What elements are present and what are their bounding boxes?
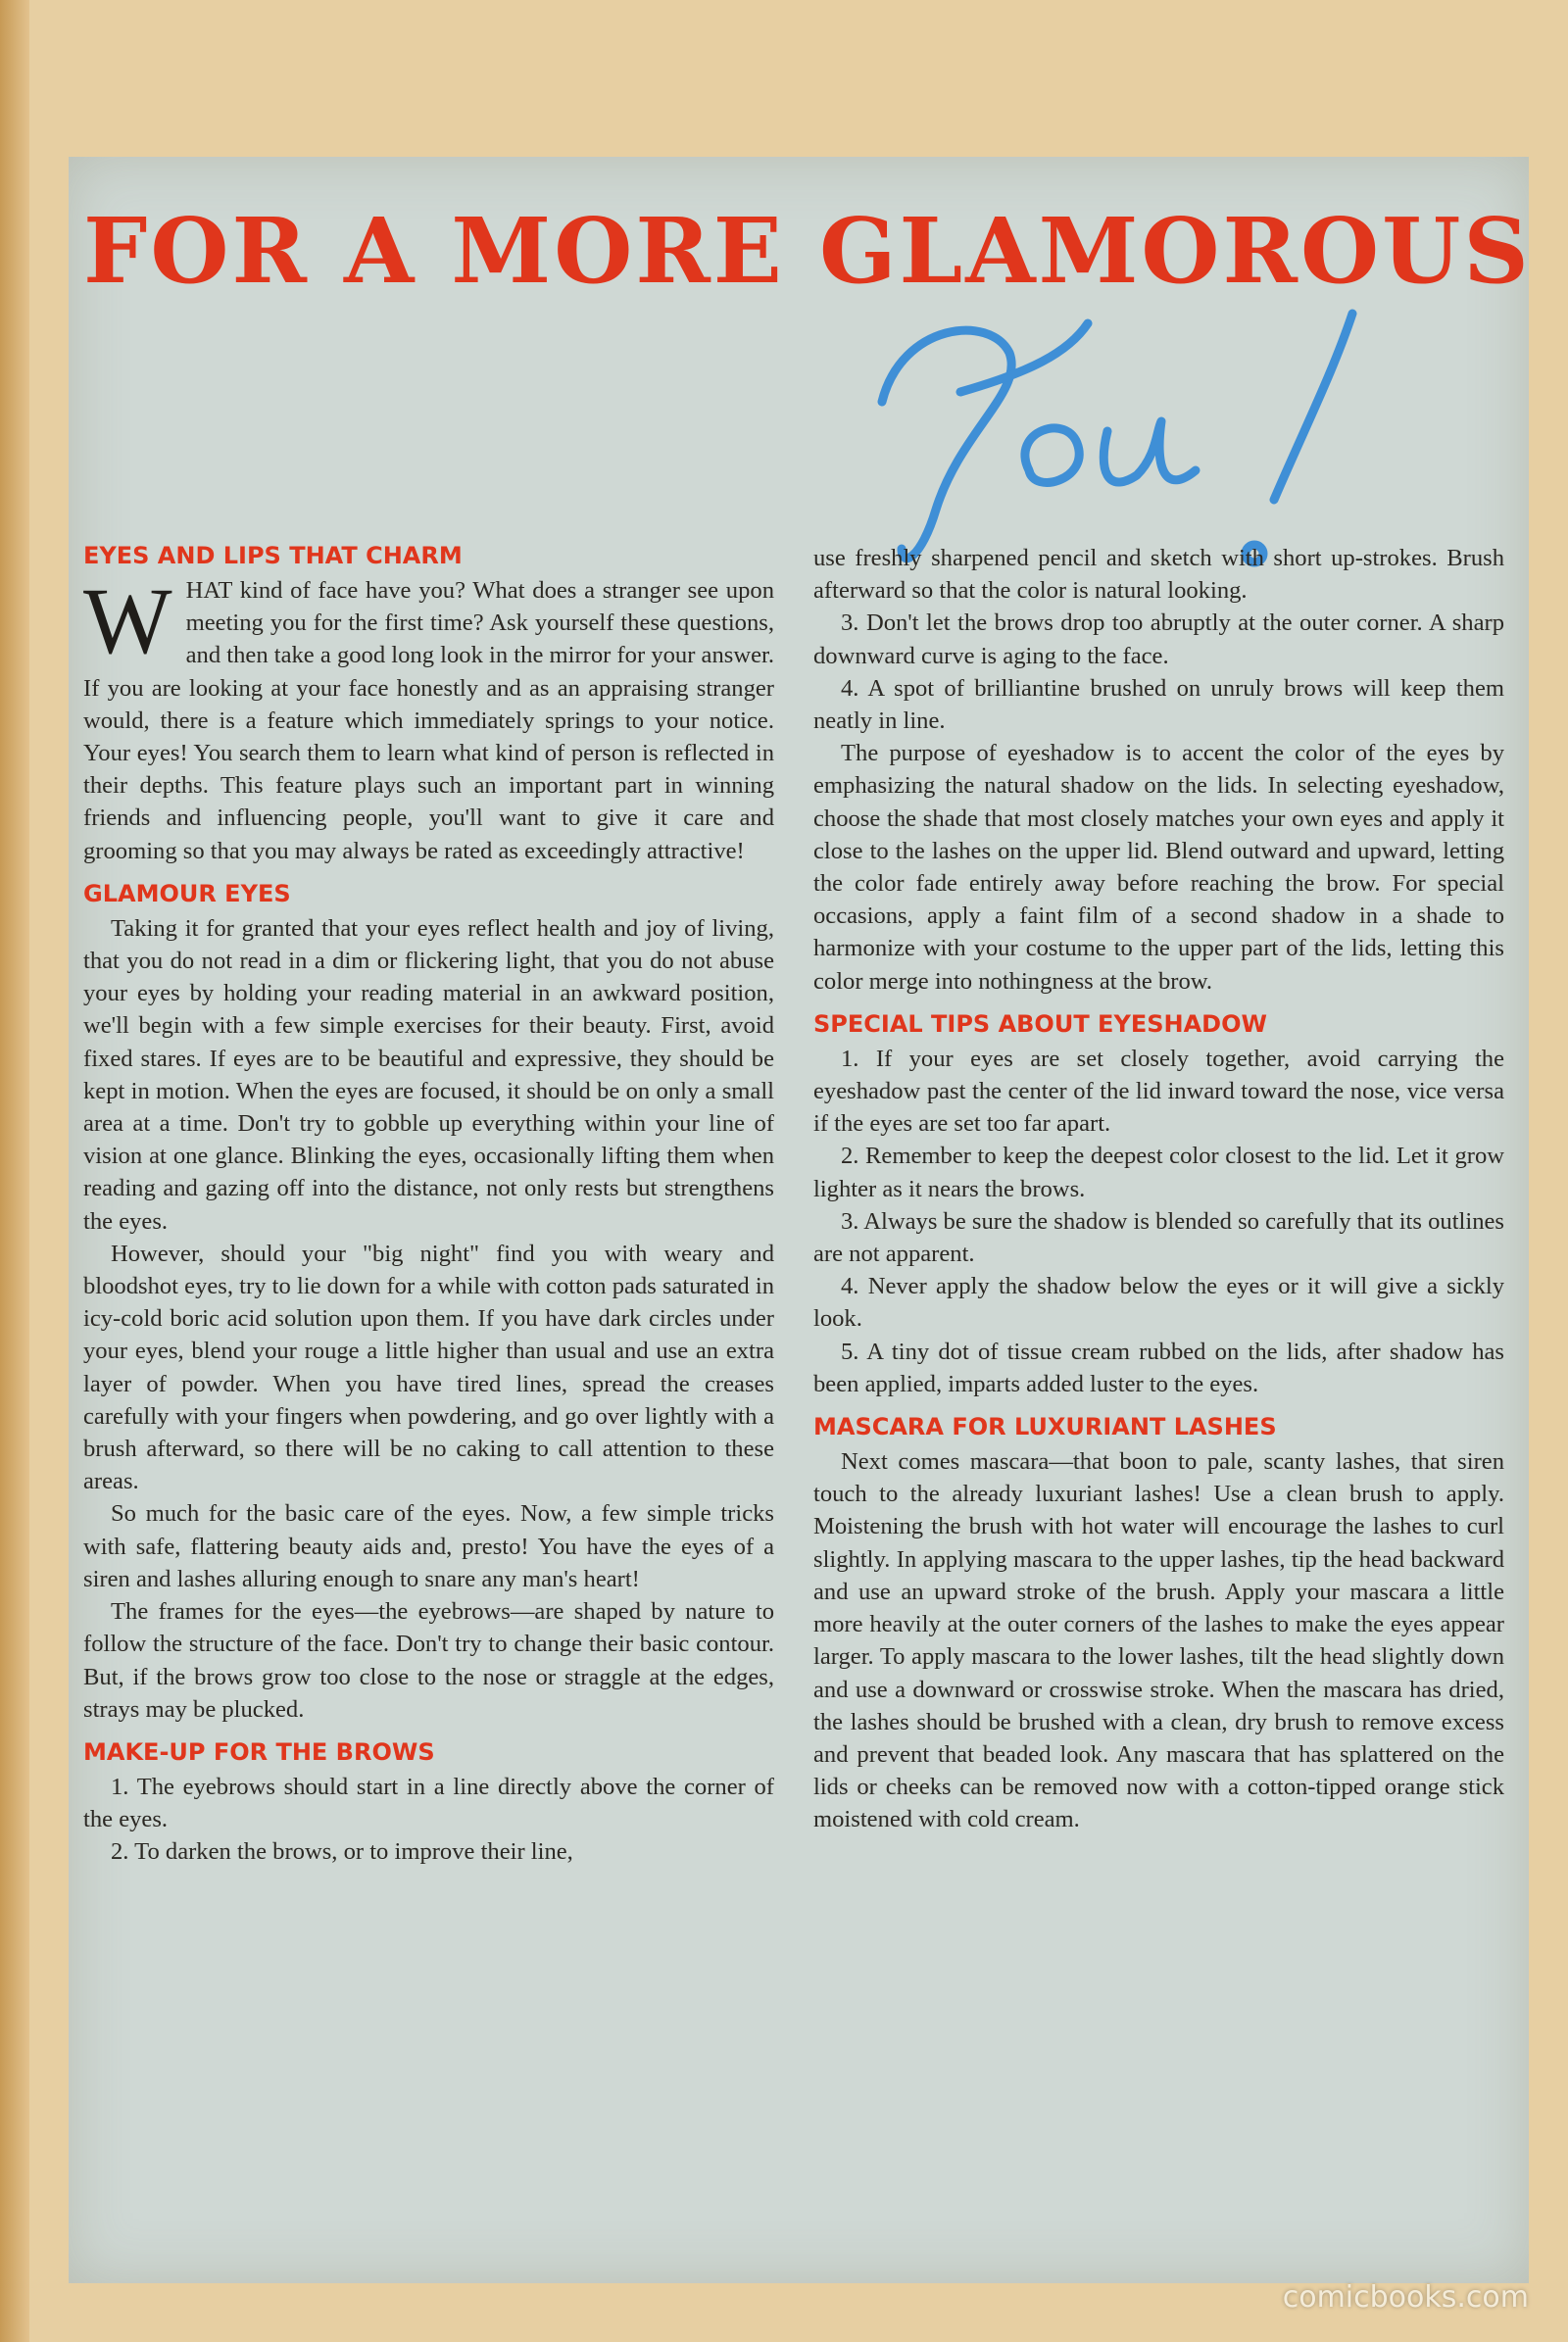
heading-mascara: MASCARA FOR LUXURIANT LASHES	[813, 1413, 1277, 1441]
list-item: 2. Remember to keep the deepest color closest to the lid. Let it grow lighter as it nears the brows.	[813, 1143, 1504, 1202]
heading-eyeshadow-tips: SPECIAL TIPS ABOUT EYESHADOW	[813, 1009, 1267, 1038]
heading-eyes-and-lips: EYES AND LIPS THAT CHARM	[83, 542, 463, 569]
intro-paragraph	[83, 568, 774, 867]
list-item: 3. Always be sure the shadow is blended so carefully that its outlines are not apparent.	[813, 1207, 1504, 1268]
handwritten-you-script	[843, 284, 1470, 578]
heading-glamour-eyes: GLAMOUR EYES	[83, 879, 291, 907]
list-item: 4. Never apply the shadow below the eyes or it will give a sickly look.	[813, 1273, 1504, 1333]
list-item: 4. A spot of brilliantine brushed on unruly brows will keep them neatly in line.	[813, 674, 1504, 735]
left-column	[83, 539, 774, 1869]
list-item: 3. Don't let the brows drop too abruptly at the outer corner. A sharp downward curve is aging to the face.	[813, 610, 1504, 669]
paragraph: So much for the basic care of the eyes. Now, a few simple tricks with safe, flattering beauty aids and, presto! You have the eyes of a siren and lashes alluring enough to snare any man's heart!	[83, 1500, 774, 1592]
paragraph: Next comes mascara—that boon to pale, scanty lashes, that siren touch to the already luxuriant lashes! Use a clean brush to apply. Moistening the brush with hot water will encourage the lashes to curl slightly. In applying mascara to the upper lashes, tip the head backward and use an upward stroke of the brush. Apply your mascara a little more heavily at the outer corners of the lashes to make the eyes appear larger. To apply mascara to the lower lashes, tilt the head slightly down and use a downward or crosswise stroke. When the mascara has dried, the lashes should be brushed with a clean, dry brush to remove excess and prevent that beaded look. Any mascara that has splattered on the lids or cheeks can be removed now with a cotton-tipped orange stick moistened with cold cream.	[813, 1448, 1504, 1833]
intro-text: HAT kind of face have you? What does a stranger see upon meeting you for the first time? Ask yourself these questions, and then take a good long look in the mirror for your answer. If you are looking at your face honestly and as an appraising stranger would, there is a feature which immediately springs to your notice. Your eyes! You search them to learn what kind of person is reflected in their depths. This feature plays such an important part in winning friends and influencing people, you'll want to give it care and grooming so that you may always be rated as exceedingly attractive!	[83, 577, 774, 864]
list-item: 1. The eyebrows should start in a line directly above the corner of the eyes.	[83, 1773, 774, 1833]
drop-cap: W	[83, 568, 172, 673]
paragraph: Taking it for granted that your eyes reflect health and joy of living, that you do not read in a dim or flickering light, that you do not abuse your eyes by holding your reading material in an awkward position, we'll begin with a few simple exercises for their beauty. First, avoid fixed stares. If eyes are to be beautiful and expressive, they should be kept in motion. When the eyes are focused, it should be on only a small area at a time. Don't try to gobble up everything within your line of vision at one glance. Blinking the eyes, occasionally lifting them when reading and gazing off into the distance, not only rests but strengthens the eyes.	[83, 914, 774, 1235]
right-column	[813, 542, 1504, 1836]
heading-make-up-brows: MAKE-UP FOR THE BROWS	[83, 1737, 435, 1766]
paper-edge	[0, 0, 29, 2342]
list-item: 1. If your eyes are set closely together, avoid carrying the eyeshadow past the center of the lid inward toward the nose, vice versa if the eyes are set too far apart.	[813, 1045, 1504, 1138]
watermark: comicbooks.com	[1282, 2280, 1529, 2315]
paragraph: The frames for the eyes—the eyebrows—are shaped by nature to follow the structure of the face. Don't try to change their basic contour. But, if the brows grow too close to the nose or straggle at the edges, strays may be plucked.	[83, 1598, 774, 1723]
paragraph: The purpose of eyeshadow is to accent the color of the eyes by emphasizing the natural shadow on the lids. In selecting eyeshadow, choose the shade that most closely matches your own eyes and apply it close to the lashes on the upper lid. Blend outward and upward, letting the color fade entirely away before reaching the brow. For special occasions, apply a faint film of a second shadow in a shade to harmonize with your costume to the upper part of the lids, letting this color merge into nothingness at the brow.	[813, 740, 1504, 995]
list-item: 2. To darken the brows, or to improve their line,	[111, 1838, 573, 1866]
page-title: FOR A MORE GLAMOROUS	[83, 198, 1532, 304]
paragraph: use freshly sharpened pencil and sketch with short up-strokes. Brush afterward so that the color is natural looking.	[813, 545, 1504, 605]
paragraph: However, should your "big night" find you with weary and bloodshot eyes, try to lie down for a while with cotton pads saturated in icy-cold boric acid solution upon them. If you have dark circles under your eyes, blend your rouge a little higher than usual and use an extra layer of powder. When you have tired lines, spread the creases carefully with your fingers when powdering, and go over lightly with a brush afterward, so there will be no caking to call attention to these areas.	[83, 1240, 774, 1495]
list-item: 5. A tiny dot of tissue cream rubbed on the lids, after shadow has been applied, imparts added luster to the eyes.	[813, 1338, 1504, 1397]
